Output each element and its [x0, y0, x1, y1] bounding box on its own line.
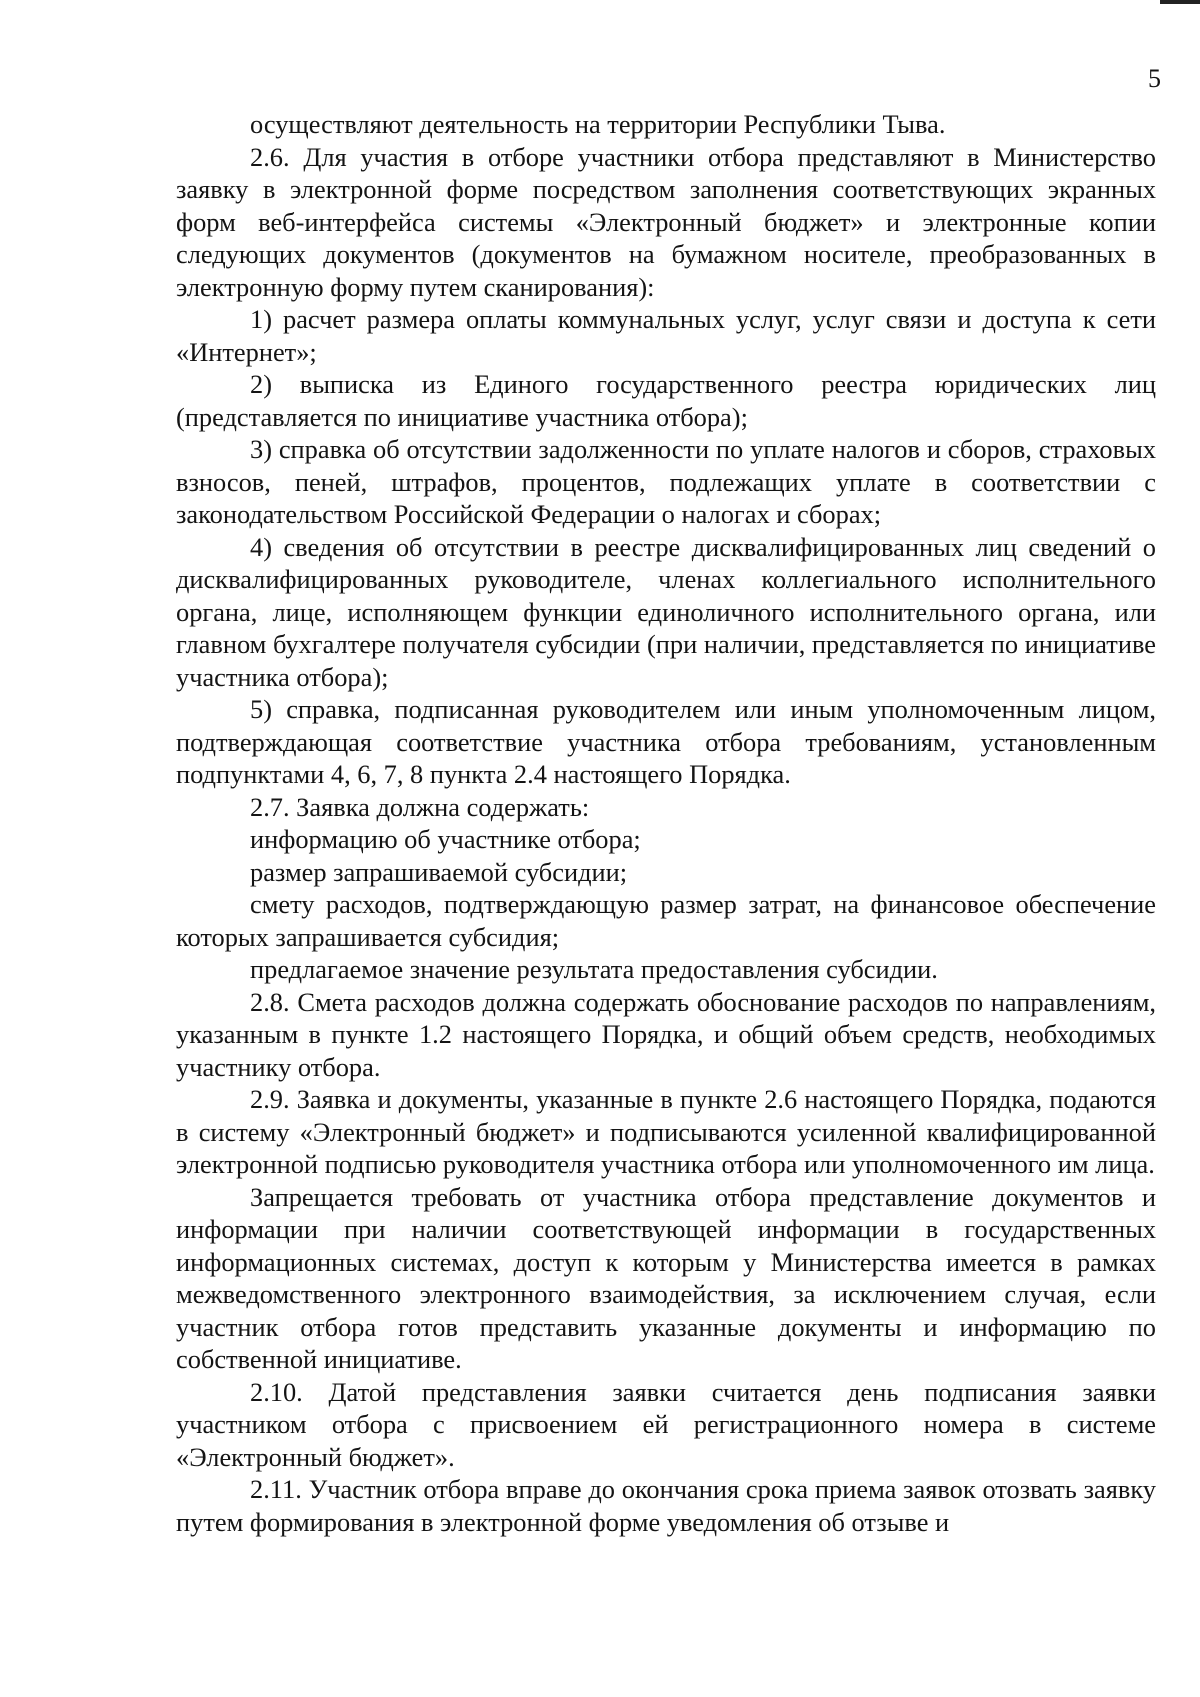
page-number: 5 — [1148, 64, 1161, 93]
paragraph-2-9: 2.9. Заявка и документы, указанные в пункте 2.6 настоящего Порядка, подаются в систему «Электронный бюджет» и подписываются усиленной квалифицированной электронной подписью руководителя участника отбора или уполномоченного им лица. — [176, 1084, 1156, 1179]
list-item-4: 4) сведения об отсутствии в реестре дисквалифицированных лиц сведений о дисквалифицированных руководителе, членах коллегиального исполнительного органа, лице, исполняющем функции единоличного исполнительного органа, или главном бухгалтере получателя субсидии (при наличии, представляется по инициативе участника отбора); — [176, 531, 1156, 692]
list-item-5: 5) справка, подписанная руководителем или иным уполномоченным лицом, подтверждающая соответствие участника отбора требованиям, установленным подпунктами 4, 6, 7, 8 пункта 2.4 настоящего Порядка. — [176, 694, 1156, 789]
paragraph-prohibition: Запрещается требовать от участника отбора представление документов и информации при наличии соответствующей информации в государственных информационных системах, доступ к которым у Министерства имеется в рамках межведомственного электронного взаимодействия, за исключением случая, если участник отбора готов представить указанные документы и информацию по собственной инициативе. — [176, 1181, 1156, 1374]
paragraph-2-11: 2.11. Участник отбора вправе до окончания срока приема заявок отозвать заявку путем формирования в электронной форме уведомления об отзыве и — [176, 1474, 1156, 1537]
list-item-participant-info: информацию об участнике отбора; — [250, 824, 641, 854]
paragraph-2-7: 2.7. Заявка должна содержать: — [250, 791, 590, 822]
list-item-result-value: предлагаемое значение результата предоставления субсидии. — [250, 954, 938, 984]
list-item-1: 1) расчет размера оплаты коммунальных услуг, услуг связи и доступа к сети «Интернет»; — [176, 304, 1156, 367]
list-item-expense-estimate: смету расходов, подтверждающую размер затрат, на финансовое обеспечение которых запрашивается субсидия; — [176, 889, 1156, 952]
document-body — [176, 108, 1156, 1538]
paragraph-2-10: 2.10. Датой представления заявки считается день подписания заявки участником отбора с присвоением ей регистрационного номера в системе «Электронный бюджет». — [176, 1376, 1156, 1472]
scan-edge-mark — [1160, 0, 1200, 4]
paragraph-2-8: 2.8. Смета расходов должна содержать обоснование расходов по направлениям, указанным в пункте 1.2 настоящего Порядка, и общий объем средств, необходимых участнику отбора. — [176, 986, 1156, 1082]
paragraph-continuation: осуществляют деятельность на территории Республики Тыва. — [250, 109, 946, 139]
list-item-3: 3) справка об отсутствии задолженности по уплате налогов и сборов, страховых взносов, пеней, штрафов, процентов, подлежащих уплате в соответствии с законодательством Российской Федерации о налогах и сборах; — [176, 434, 1156, 529]
paragraph-2-6: 2.6. Для участия в отборе участники отбора представляют в Министерство заявку в электронной форме посредством заполнения соответствующих экранных форм веб-интерфейса системы «Электронный бюджет» и электронные копии следующих документов (документов на бумажном носителе, преобразованных в электронную форму путем сканирования): — [176, 141, 1156, 302]
list-item-subsidy-size: размер запрашиваемой субсидии; — [250, 856, 628, 887]
list-item-2: 2) выписка из Единого государственного реестра юридических лиц (представляется по инициативе участника отбора); — [176, 369, 1156, 432]
